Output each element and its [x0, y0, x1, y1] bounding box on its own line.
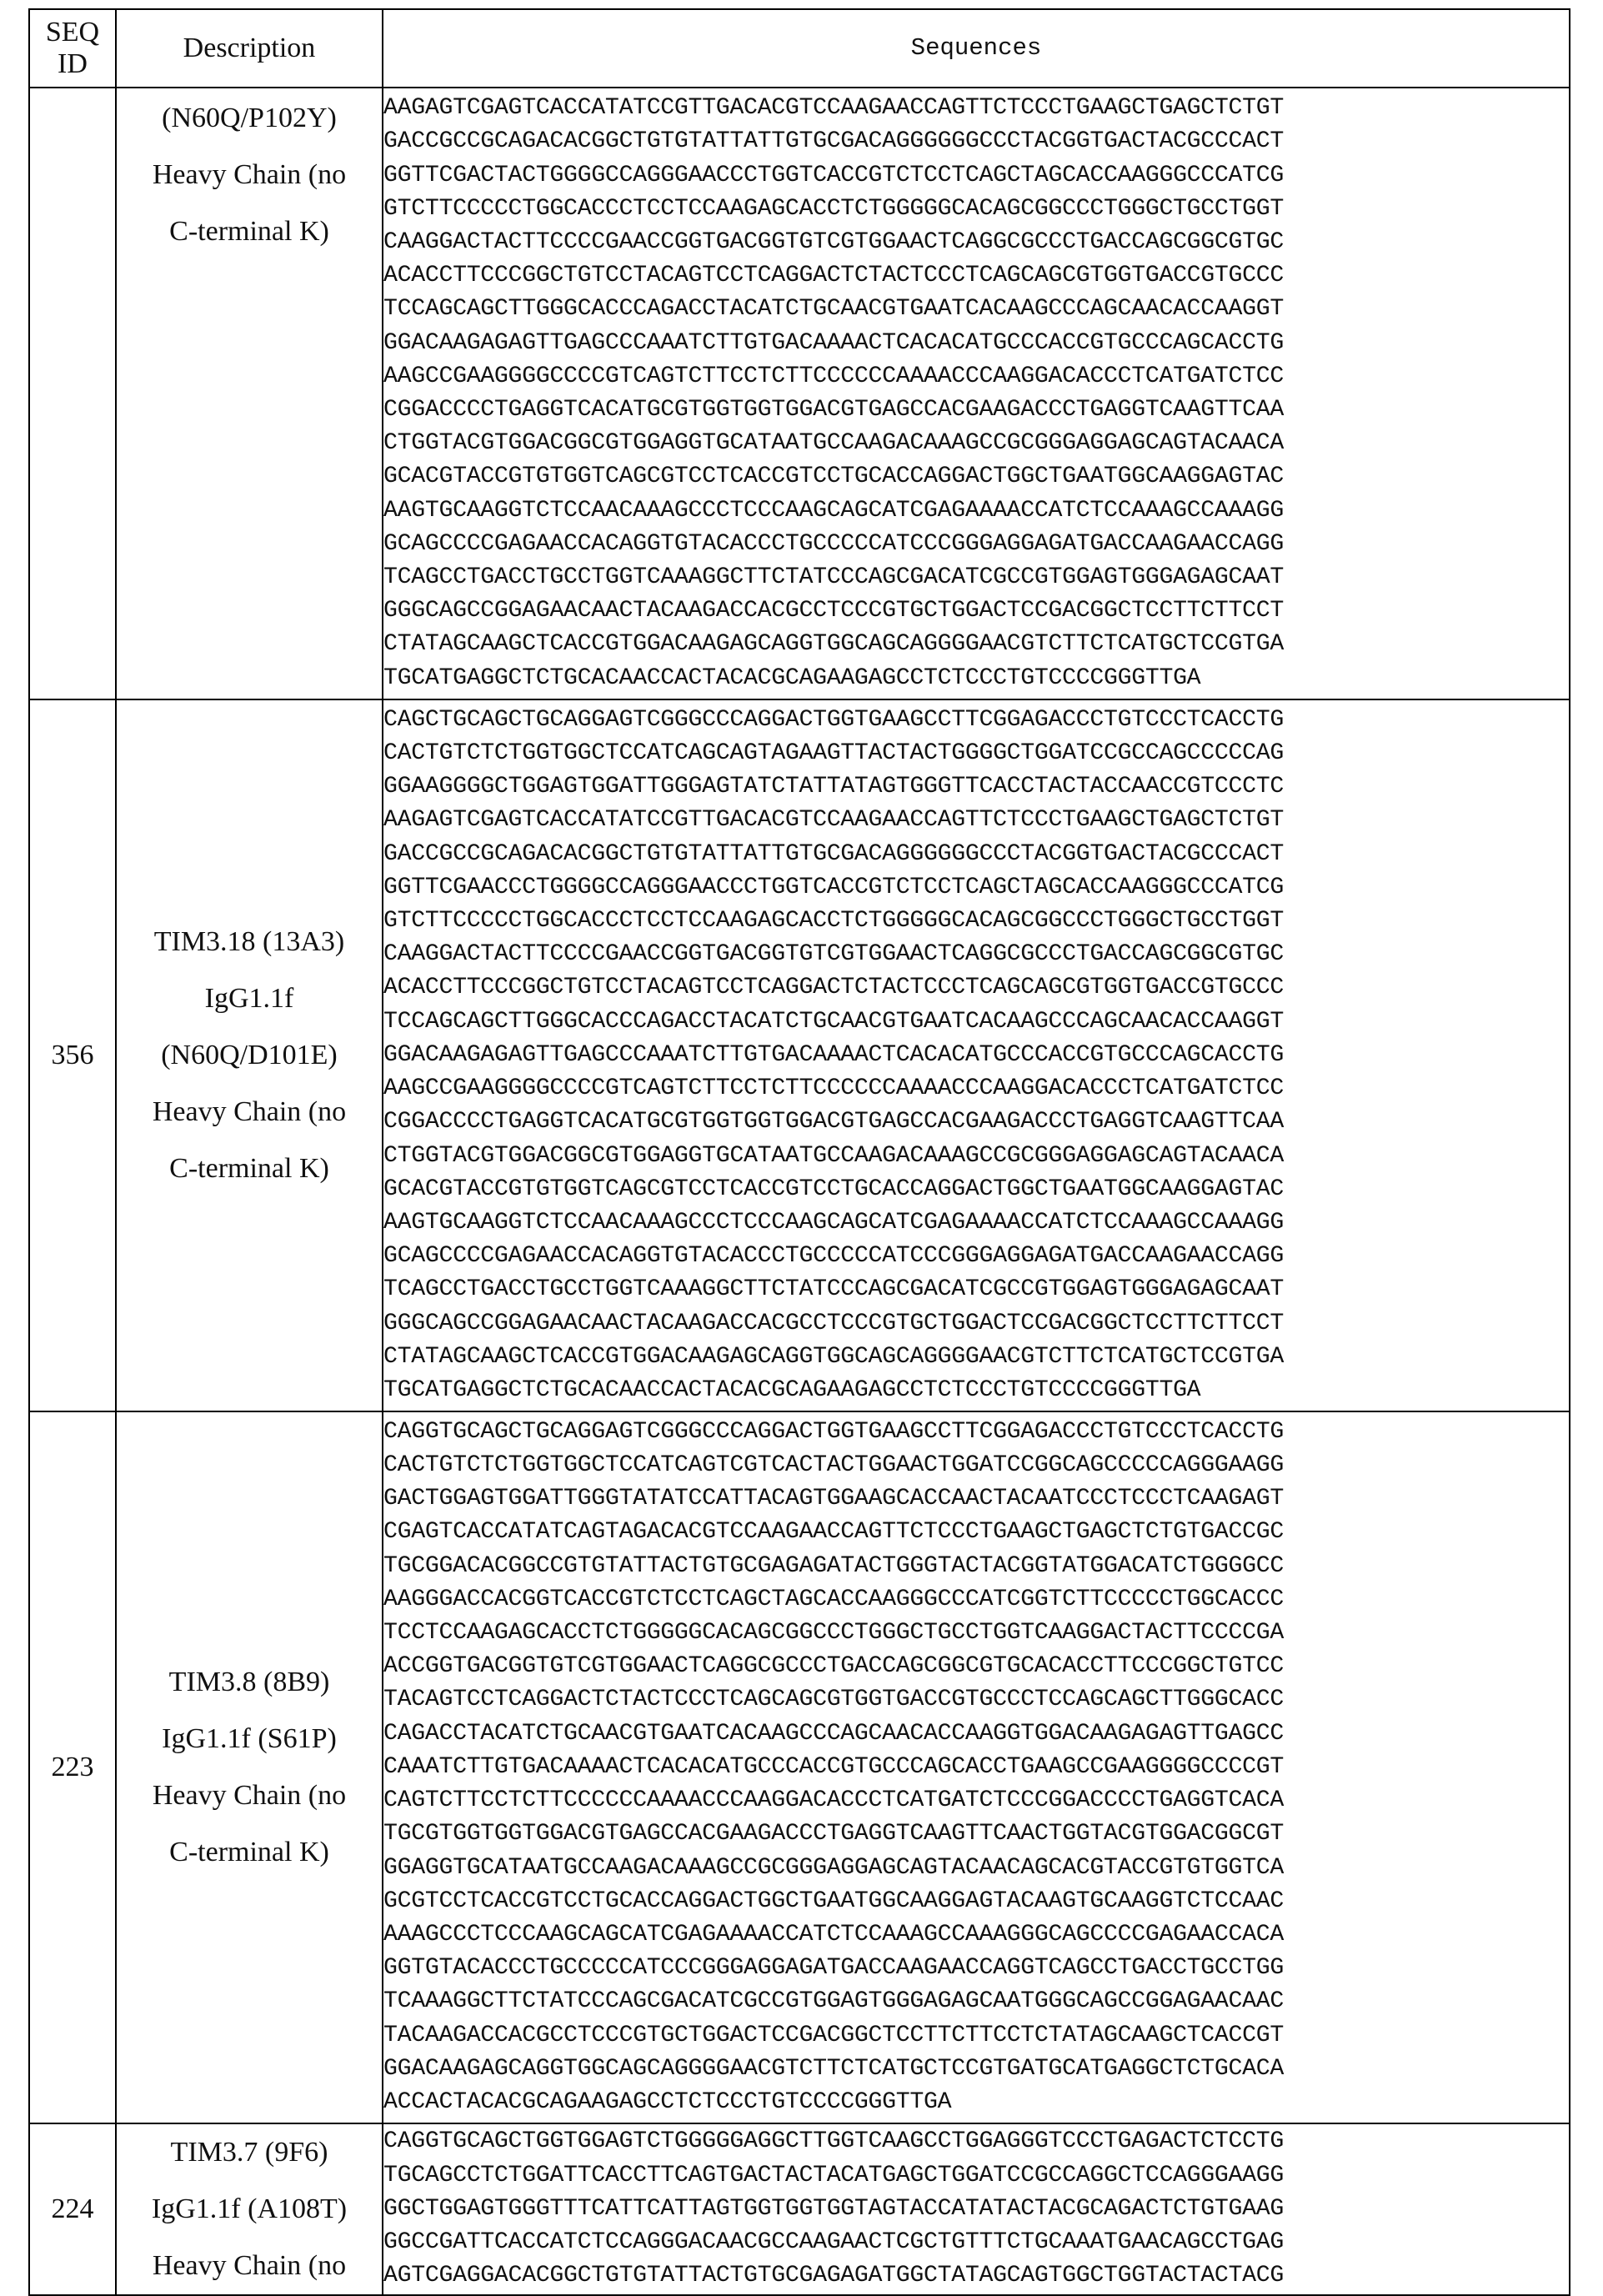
- sequence-line: GGGCAGCCGGAGAACAACTACAAGACCACGCCTCCCGTGCTGGACTCCGACGGCTCCTTCTTCCT: [383, 594, 1569, 628]
- description-line: Heavy Chain (no: [117, 1084, 382, 1140]
- description-line: TIM3.8 (8B9): [117, 1654, 382, 1711]
- description-line: Heavy Chain (no: [117, 147, 382, 203]
- sequence-line: TGCGTGGTGGTGGACGTGAGCCACGAAGACCCTGAGGTCAAGTTCAACTGGTACGTGGACGGCGT: [383, 1817, 1569, 1851]
- sequence-line: CAGGTGCAGCTGCAGGAGTCGGGCCCAGGACTGGTGAAGCCTTCGGAGACCCTGTCCCTCACCTG: [383, 1416, 1569, 1449]
- description-line: IgG1.1f: [117, 970, 382, 1027]
- sequence-line: GGTGTACACCCTGCCCCCATCCCGGGAGGAGATGACCAAGAACCAGGTCAGCCTGACCTGCCTGG: [383, 1952, 1569, 1985]
- header-sequences: Sequences: [383, 9, 1570, 88]
- sequence-line: CTATAGCAAGCTCACCGTGGACAAGAGCAGGTGGCAGCAGGGGAACGTCTTCTCATGCTCCGTGA: [383, 628, 1569, 661]
- sequence-line: TCAAAGGCTTCTATCCCAGCGACATCGCCGTGGAGTGGGAGAGCAATGGGCAGCCGGAGAACAAC: [383, 1985, 1569, 2018]
- sequence-line: ACCACTACACGCAGAAGAGCCTCTCCCTGTCCCCGGGTTGA: [383, 2086, 1569, 2119]
- sequence-line: CTGGTACGTGGACGGCGTGGAGGTGCATAATGCCAAGACAAAGCCGCGGGAGGAGCAGTACAACA: [383, 427, 1569, 460]
- sequence-line: TGCAGCCTCTGGATTCACCTTCAGTGACTACTACATGAGCTGGATCCGCCAGGCTCCAGGGAAGG: [383, 2159, 1569, 2193]
- table-row: [29, 2123, 1570, 2295]
- sequence-line: AAGTGCAAGGTCTCCAACAAAGCCCTCCCAAGCAGCATCGAGAAAACCATCTCCAAAGCCAAAGG: [383, 1206, 1569, 1240]
- table-row: [29, 699, 1570, 1411]
- seq-id-cell: 224: [29, 2123, 116, 2295]
- header-row: [29, 9, 1570, 88]
- description-line: C-terminal K): [117, 1140, 382, 1197]
- description-line: (N60Q/D101E): [117, 1027, 382, 1084]
- sequence-line: AAAGCCCTCCCAAGCAGCATCGAGAAAACCATCTCCAAAGCCAAAGGGCAGCCCCGAGAACCACA: [383, 1918, 1569, 1952]
- sequence-line: ACCGGTGACGGTGTCGTGGAACTCAGGCGCCCTGACCAGCGGCGTGCACACCTTCCCGGCTGTCC: [383, 1650, 1569, 1683]
- sequence-line: AAGAGTCGAGTCACCATATCCGTTGACACGTCCAAGAACCAGTTCTCCCTGAAGCTGAGCTCTGT: [383, 92, 1569, 125]
- sequence-line: CTGGTACGTGGACGGCGTGGAGGTGCATAATGCCAAGACAAAGCCGCGGGAGGAGCAGTACAACA: [383, 1140, 1569, 1173]
- sequence-line: GGACAAGAGAGTTGAGCCCAAATCTTGTGACAAAACTCACACATGCCCACCGTGCCCAGCACCTG: [383, 1039, 1569, 1072]
- sequence-line: GACCGCCGCAGACACGGCTGTGTATTATTGTGCGACAGGGGGGCCCTACGGTGACTACGCCCACT: [383, 125, 1569, 158]
- description-cell: [116, 2123, 383, 2295]
- sequence-line: AAGTGCAAGGTCTCCAACAAAGCCCTCCCAAGCAGCATCGAGAAAACCATCTCCAAAGCCAAAGG: [383, 494, 1569, 528]
- description-line: TIM3.7 (9F6): [117, 2124, 382, 2181]
- header-description: Description: [116, 9, 383, 88]
- seq-id-cell: 223: [29, 1411, 116, 2123]
- sequence-line: GGTTCGACTACTGGGGCCAGGGAACCCTGGTCACCGTCTCCTCAGCTAGCACCAAGGGCCCATCG: [383, 159, 1569, 193]
- sequence-line: TACAAGACCACGCCTCCCGTGCTGGACTCCGACGGCTCCTTCTTCCTCTATAGCAAGCTCACCGT: [383, 2019, 1569, 2053]
- description-line: Heavy Chain (no: [117, 1767, 382, 1824]
- sequence-line: CACTGTCTCTGGTGGCTCCATCAGTCGTCACTACTGGAACTGGATCCGGCAGCCCCCAGGGAAGG: [383, 1449, 1569, 1482]
- sequence-line: CGGACCCCTGAGGTCACATGCGTGGTGGTGGACGTGAGCCACGAAGACCCTGAGGTCAAGTTCAA: [383, 1105, 1569, 1139]
- sequence-line: GCACGTACCGTGTGGTCAGCGTCCTCACCGTCCTGCACCAGGACTGGCTGAATGGCAAGGAGTAC: [383, 1173, 1569, 1206]
- sequence-line: CAGTCTTCCTCTTCCCCCCAAAACCCAAGGACACCCTCATGATCTCCCGGACCCCTGAGGTCACA: [383, 1784, 1569, 1817]
- sequence-line: TGCGGACACGGCCGTGTATTACTGTGCGAGAGATACTGGGTACTACGGTATGGACATCTGGGGCC: [383, 1550, 1569, 1583]
- sequence-line: AAGCCGAAGGGGCCCCGTCAGTCTTCCTCTTCCCCCCAAAACCCAAGGACACCCTCATGATCTCC: [383, 360, 1569, 394]
- sequence-line: GACCGCCGCAGACACGGCTGTGTATTATTGTGCGACAGGGGGGCCCTACGGTGACTACGCCCACT: [383, 838, 1569, 871]
- sequence-table: [28, 8, 1570, 2296]
- description-cell: [116, 88, 383, 699]
- description-line: Heavy Chain (no: [117, 2238, 382, 2294]
- sequence-line: GACTGGAGTGGATTGGGTATATCCATTACAGTGGAAGCACCAACTACAATCCCTCCCTCAAGAGT: [383, 1482, 1569, 1516]
- sequence-line: CAAATCTTGTGACAAAACTCACACATGCCCACCGTGCCCAGCACCTGAAGCCGAAGGGGCCCCGT: [383, 1751, 1569, 1784]
- sequence-line: TCCAGCAGCTTGGGCACCCAGACCTACATCTGCAACGTGAATCACAAGCCCAGCAACACCAAGGT: [383, 1005, 1569, 1039]
- description-line: C-terminal K): [117, 1824, 382, 1881]
- table-row: [29, 88, 1570, 699]
- sequence-line: CAGCTGCAGCTGCAGGAGTCGGGCCCAGGACTGGTGAAGCCTTCGGAGACCCTGTCCCTCACCTG: [383, 704, 1569, 737]
- description-line: C-terminal K): [117, 203, 382, 260]
- sequence-line: GTCTTCCCCCTGGCACCCTCCTCCAAGAGCACCTCTGGGGGCACAGCGGCCCTGGGCTGCCTGGT: [383, 905, 1569, 938]
- sequence-line: GCACGTACCGTGTGGTCAGCGTCCTCACCGTCCTGCACCAGGACTGGCTGAATGGCAAGGAGTAC: [383, 460, 1569, 494]
- sequence-line: TCCAGCAGCTTGGGCACCCAGACCTACATCTGCAACGTGAATCACAAGCCCAGCAACACCAAGGT: [383, 293, 1569, 326]
- sequence-line: TCCTCCAAGAGCACCTCTGGGGGCACAGCGGCCCTGGGCTGCCTGGTCAAGGACTACTTCCCCGA: [383, 1617, 1569, 1650]
- sequence-line: CAGGTGCAGCTGGTGGAGTCTGGGGGAGGCTTGGTCAAGCCTGGAGGGTCCCTGAGACTCTCCTG: [383, 2125, 1569, 2158]
- sequence-line: GGACAAGAGCAGGTGGCAGCAGGGGAACGTCTTCTCATGCTCCGTGATGCATGAGGCTCTGCACA: [383, 2053, 1569, 2086]
- sequence-line: GGACAAGAGAGTTGAGCCCAAATCTTGTGACAAAACTCACACATGCCCACCGTGCCCAGCACCTG: [383, 327, 1569, 360]
- sequence-line: CAGACCTACATCTGCAACGTGAATCACAAGCCCAGCAACACCAAGGTGGACAAGAGAGTTGAGCC: [383, 1717, 1569, 1751]
- sequence-line: CAAGGACTACTTCCCCGAACCGGTGACGGTGTCGTGGAACTCAGGCGCCCTGACCAGCGGCGTGC: [383, 938, 1569, 971]
- description-cell: [116, 699, 383, 1411]
- sequence-line: GGAGGTGCATAATGCCAAGACAAAGCCGCGGGAGGAGCAGTACAACAGCACGTACCGTGTGGTCA: [383, 1852, 1569, 1885]
- sequence-line: CGGACCCCTGAGGTCACATGCGTGGTGGTGGACGTGAGCCACGAAGACCCTGAGGTCAAGTTCAA: [383, 394, 1569, 427]
- sequence-line: GCGTCCTCACCGTCCTGCACCAGGACTGGCTGAATGGCAAGGAGTACAAGTGCAAGGTCTCCAAC: [383, 1885, 1569, 1918]
- sequence-line: GGCTGGAGTGGGTTTCATTCATTAGTGGTGGTGGTAGTACCATATACTACGCAGACTCTGTGAAG: [383, 2193, 1569, 2226]
- sequence-line: GGGCAGCCGGAGAACAACTACAAGACCACGCCTCCCGTGCTGGACTCCGACGGCTCCTTCTTCCT: [383, 1307, 1569, 1341]
- seq-id-cell: [29, 88, 116, 699]
- sequence-line: CACTGTCTCTGGTGGCTCCATCAGCAGTAGAAGTTACTACTGGGGCTGGATCCGCCAGCCCCCAG: [383, 737, 1569, 770]
- sequence-cell: [383, 88, 1570, 699]
- sequence-line: AAGAGTCGAGTCACCATATCCGTTGACACGTCCAAGAACCAGTTCTCCCTGAAGCTGAGCTCTGT: [383, 804, 1569, 837]
- sequence-line: GCAGCCCCGAGAACCACAGGTGTACACCCTGCCCCCATCCCGGGAGGAGATGACCAAGAACCAGG: [383, 1240, 1569, 1273]
- description-line: TIM3.18 (13A3): [117, 914, 382, 970]
- description-cell: [116, 1411, 383, 2123]
- sequence-line: GCAGCCCCGAGAACCACAGGTGTACACCCTGCCCCCATCCCGGGAGGAGATGACCAAGAACCAGG: [383, 528, 1569, 561]
- sequence-line: GTCTTCCCCCTGGCACCCTCCTCCAAGAGCACCTCTGGGGGCACAGCGGCCCTGGGCTGCCTGGT: [383, 193, 1569, 226]
- header-seq-id: SEQ ID: [29, 9, 116, 88]
- sequence-line: CAAGGACTACTTCCCCGAACCGGTGACGGTGTCGTGGAACTCAGGCGCCCTGACCAGCGGCGTGC: [383, 226, 1569, 259]
- sequence-line: TGCATGAGGCTCTGCACAACCACTACACGCAGAAGAGCCTCTCCCTGTCCCCGGGTTGA: [383, 1374, 1569, 1407]
- sequence-line: TACAGTCCTCAGGACTCTACTCCCTCAGCAGCGTGGTGACCGTGCCCTCCAGCAGCTTGGGCACC: [383, 1683, 1569, 1717]
- description-line: IgG1.1f (S61P): [117, 1711, 382, 1767]
- description-line: IgG1.1f (A108T): [117, 2181, 382, 2238]
- sequence-line: ACACCTTCCCGGCTGTCCTACAGTCCTCAGGACTCTACTCCCTCAGCAGCGTGGTGACCGTGCCC: [383, 971, 1569, 1005]
- table-body: [29, 88, 1570, 2295]
- sequence-line: GGTTCGAACCCTGGGGCCAGGGAACCCTGGTCACCGTCTCCTCAGCTAGCACCAAGGGCCCATCG: [383, 871, 1569, 905]
- sequence-cell: [383, 699, 1570, 1411]
- sequence-cell: [383, 1411, 1570, 2123]
- sequence-line: AAGGGACCACGGTCACCGTCTCCTCAGCTAGCACCAAGGGCCCATCGGTCTTCCCCCTGGCACCC: [383, 1583, 1569, 1617]
- sequence-line: CTATAGCAAGCTCACCGTGGACAAGAGCAGGTGGCAGCAGGGGAACGTCTTCTCATGCTCCGTGA: [383, 1341, 1569, 1374]
- sequence-line: TCAGCCTGACCTGCCTGGTCAAAGGCTTCTATCCCAGCGACATCGCCGTGGAGTGGGAGAGCAAT: [383, 561, 1569, 594]
- sequence-cell: [383, 2123, 1570, 2295]
- sequence-line: TCAGCCTGACCTGCCTGGTCAAAGGCTTCTATCCCAGCGACATCGCCGTGGAGTGGGAGAGCAAT: [383, 1273, 1569, 1306]
- description-line: (N60Q/P102Y): [117, 90, 382, 147]
- table-row: [29, 1411, 1570, 2123]
- sequence-line: AAGCCGAAGGGGCCCCGTCAGTCTTCCTCTTCCCCCCAAAACCCAAGGACACCCTCATGATCTCC: [383, 1072, 1569, 1105]
- sequence-line: CGAGTCACCATATCAGTAGACACGTCCAAGAACCAGTTCTCCCTGAAGCTGAGCTCTGTGACCGC: [383, 1516, 1569, 1549]
- sequence-line: AGTCGAGGACACGGCTGTGTATTACTGTGCGAGAGATGGCTATAGCAGTGGCTGGTACTACTACG: [383, 2259, 1569, 2293]
- sequence-line: TGCATGAGGCTCTGCACAACCACTACACGCAGAAGAGCCTCTCCCTGTCCCCGGGTTGA: [383, 662, 1569, 695]
- seq-id-cell: 356: [29, 699, 116, 1411]
- sequence-line: GGCCGATTCACCATCTCCAGGGACAACGCCAAGAACTCGCTGTTTCTGCAAATGAACAGCCTGAG: [383, 2226, 1569, 2259]
- sequence-line: ACACCTTCCCGGCTGTCCTACAGTCCTCAGGACTCTACTCCCTCAGCAGCGTGGTGACCGTGCCC: [383, 259, 1569, 293]
- sequence-line: GGAAGGGGCTGGAGTGGATTGGGAGTATCTATTATAGTGGGTTCACCTACTACCAACCGTCCCTC: [383, 770, 1569, 804]
